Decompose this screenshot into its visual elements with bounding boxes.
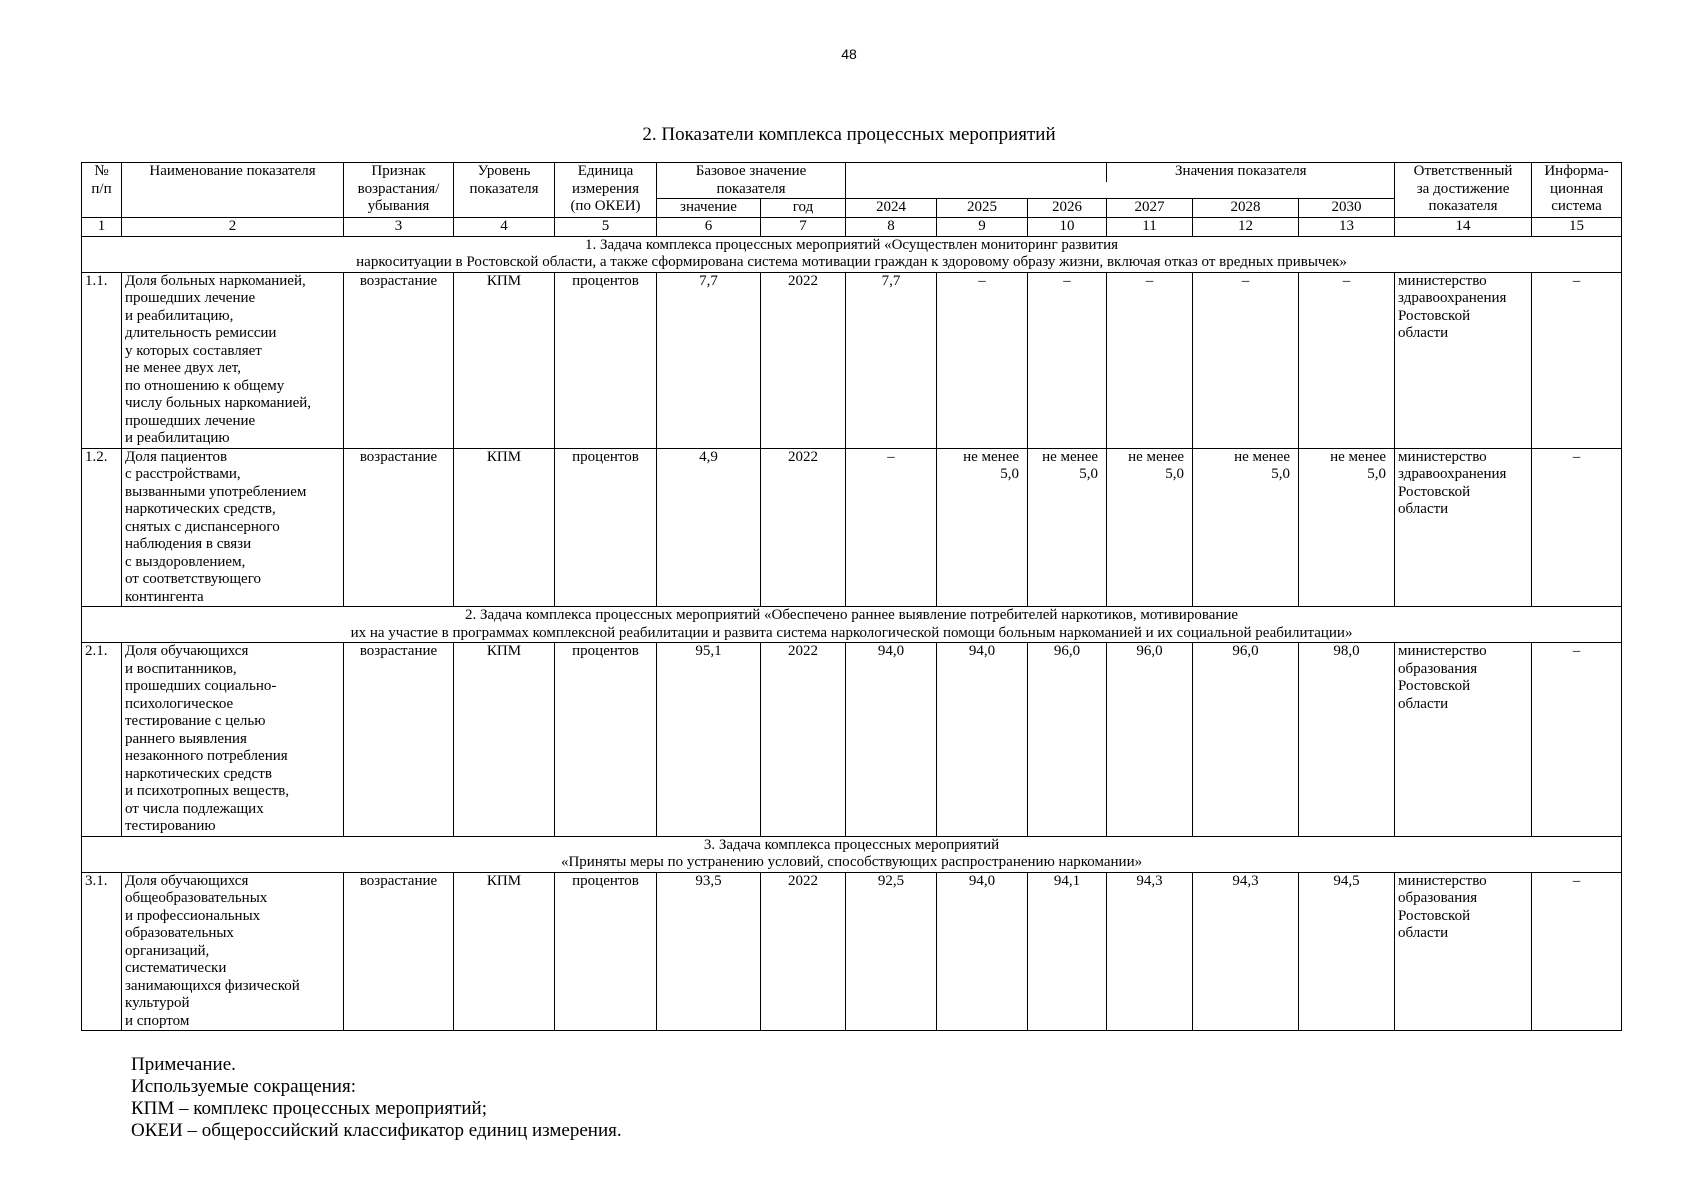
text-line: 5,0 (1079, 466, 1099, 482)
text-line: Признак (371, 163, 426, 179)
text-line: 7,7 (881, 272, 901, 289)
header-year: 2026 (1028, 199, 1107, 218)
year-value (846, 272, 937, 448)
column-number: 8 (846, 217, 937, 236)
text-line: и реабилитацию (125, 430, 230, 446)
header-base-value: значение (657, 199, 761, 218)
column-number: 7 (761, 217, 846, 236)
text-line: 94,3 (1232, 872, 1259, 889)
header-values-group: Значения показателя (1107, 163, 1395, 183)
table-row (82, 643, 1622, 837)
text-line: 3. Задача комплекса процессных мероприятий (703, 836, 1000, 853)
text-line: не менее (1330, 448, 1387, 465)
text-line: 96,0 (1053, 643, 1081, 659)
note-okei: ОКЕИ – общероссийский классификатор единиц измерения. (131, 1120, 622, 1141)
base-year: 2022 (761, 643, 846, 837)
table-body (82, 217, 1622, 1031)
info-system: – (1532, 272, 1622, 448)
text-line: психологическое (125, 695, 234, 712)
indicator-level: КПМ (454, 272, 555, 448)
header-year: 2027 (1107, 199, 1193, 218)
column-number: 12 (1193, 217, 1299, 236)
table-header (82, 163, 1622, 218)
text-line: раннего выявления (125, 730, 247, 747)
text-line: незаконного потребления (125, 748, 288, 764)
text-line: – (1063, 272, 1071, 289)
text-line: Доля обучающихся (125, 643, 249, 659)
indicator-unit: процентов (555, 272, 657, 448)
indicators-table (81, 162, 1622, 1031)
year-value (1107, 872, 1193, 1031)
text-line: с расстройствами, (125, 466, 241, 482)
text-line: от числа подлежащих (125, 800, 264, 817)
year-value (937, 272, 1028, 448)
text-line: 5,0 (1367, 466, 1387, 482)
indicator-sign: возрастание (344, 448, 454, 607)
year-value (846, 643, 937, 837)
page-number: 48 (841, 46, 857, 62)
text-line: Ростовской (1398, 307, 1471, 324)
header-year: 2030 (1299, 199, 1395, 218)
responsible (1395, 872, 1532, 1031)
text-line: у которых составляет (125, 342, 262, 359)
year-value (1299, 643, 1395, 837)
text-line: измерения (571, 180, 639, 197)
year-value (1299, 448, 1395, 607)
header-base (657, 163, 846, 199)
info-system: – (1532, 448, 1622, 607)
indicator-level: КПМ (454, 448, 555, 607)
indicator-name (122, 448, 344, 607)
text-line: с выздоровлением, (125, 553, 246, 570)
text-line: наркотических средств (125, 765, 272, 782)
indicator-unit: процентов (555, 643, 657, 837)
indicator-level: КПМ (454, 643, 555, 837)
text-line: 5,0 (1000, 466, 1020, 482)
task-heading-row (82, 236, 1622, 272)
indicator-unit: процентов (555, 872, 657, 1031)
text-line: Доля обучающихся (125, 872, 249, 889)
text-line: их на участие в программах комплексной реабилитации и развита система наркологической помощи больным наркоманией и их социальной реабилитации» (350, 624, 1353, 641)
base-value: 4,9 (657, 448, 761, 607)
text-line: и реабилитацию, (125, 307, 234, 324)
text-line: прошедших лечение (125, 412, 256, 429)
text-line: Ростовской (1398, 907, 1471, 924)
info-system: – (1532, 872, 1622, 1031)
text-line: систематически (125, 960, 227, 976)
year-value (846, 448, 937, 607)
text-line: 5,0 (1271, 466, 1291, 482)
text-line: 96,0 (1232, 643, 1259, 659)
note-kpm: КПМ – комплекс процессных мероприятий; (131, 1098, 487, 1119)
year-value (1107, 448, 1193, 607)
indicator-sign: возрастание (344, 272, 454, 448)
text-line: и профессиональных (125, 907, 261, 924)
text-line: Базовое значение (695, 163, 807, 179)
text-line: снятых с диспансерного (125, 518, 280, 535)
column-number: 3 (344, 217, 454, 236)
indicator-unit: процентов (555, 448, 657, 607)
year-value (1028, 272, 1107, 448)
text-line: министерство (1398, 872, 1487, 889)
text-line: убывания (367, 198, 430, 214)
indicator-sign: возрастание (344, 872, 454, 1031)
text-line: 98,0 (1333, 643, 1360, 659)
text-line: 94,1 (1053, 872, 1081, 889)
year-value (1028, 448, 1107, 607)
year-value (1028, 872, 1107, 1031)
text-line: показателя (716, 180, 786, 197)
row-number: 3.1. (82, 872, 122, 1031)
text-line: 1. Задача комплекса процессных мероприятий «Осуществлен мониторинг развития (585, 236, 1119, 253)
text-line: 94,0 (968, 643, 996, 659)
text-line: министерство (1398, 448, 1487, 465)
column-number: 14 (1395, 217, 1532, 236)
text-line: Доля пациентов (125, 448, 228, 465)
text-line: не менее (963, 448, 1020, 465)
text-line: наблюдения в связи (125, 536, 252, 552)
header-responsible (1395, 163, 1532, 218)
year-value (937, 872, 1028, 1031)
header-year: 2028 (1193, 199, 1299, 218)
text-line: 96,0 (1136, 643, 1163, 659)
text-line: министерство (1398, 272, 1487, 289)
row-number: 2.1. (82, 643, 122, 837)
text-line: контингента (125, 588, 204, 605)
text-line: тестирование с целью (125, 713, 266, 729)
text-line: наркотических средств, (125, 501, 276, 517)
column-number: 6 (657, 217, 761, 236)
column-number: 9 (937, 217, 1028, 236)
page-title: 2. Показатели комплекса процессных мероприятий (642, 124, 1056, 145)
indicator-level: КПМ (454, 872, 555, 1031)
text-line: – (1241, 272, 1250, 289)
text-line: не менее (1234, 448, 1291, 465)
text-line: п/п (91, 180, 112, 197)
text-line: здравоохранения (1398, 290, 1507, 306)
text-line: Ростовской (1398, 678, 1471, 694)
text-line: 92,5 (877, 872, 905, 889)
year-value (937, 448, 1028, 607)
indicator-name (122, 272, 344, 448)
text-line: прошедших лечение (125, 290, 256, 306)
year-value (1193, 872, 1299, 1031)
text-line: длительность ремиссии (125, 325, 277, 341)
text-line: ционная (1549, 180, 1604, 197)
text-line: и психотропных веществ, (125, 783, 290, 799)
header-values-spacer (846, 182, 1395, 199)
header-info (1532, 163, 1622, 218)
text-line: числу больных наркоманией, (125, 395, 312, 411)
text-line: образовательных (125, 925, 234, 941)
text-line: – (978, 272, 986, 289)
column-number: 2 (122, 217, 344, 236)
text-line: занимающихся физической (125, 977, 300, 994)
text-line: – (887, 448, 895, 465)
row-number: 1.1. (82, 272, 122, 448)
text-line: не менее двух лет, (125, 360, 241, 376)
text-line: показателя (469, 180, 539, 197)
text-line: Уровень (477, 163, 531, 179)
responsible (1395, 272, 1532, 448)
column-number: 5 (555, 217, 657, 236)
text-line: Информа- (1544, 163, 1609, 179)
indicator-sign: возрастание (344, 643, 454, 837)
task-heading-row (82, 836, 1622, 872)
year-value (1193, 448, 1299, 607)
text-line: тестированию (125, 818, 216, 834)
text-line: министерство (1398, 643, 1487, 659)
header-name: Наименование показателя (122, 163, 344, 218)
header-year: 2025 (937, 199, 1028, 218)
text-line: № (94, 163, 109, 179)
text-line: культурой (125, 995, 190, 1011)
base-year: 2022 (761, 272, 846, 448)
header-level (454, 163, 555, 218)
task-heading (82, 236, 1622, 272)
base-year: 2022 (761, 448, 846, 607)
text-line: образования (1398, 660, 1478, 677)
text-line: Ответственный (1413, 163, 1513, 179)
text-line: не менее (1042, 448, 1099, 465)
text-line: области (1398, 501, 1449, 517)
text-line: прошедших социально- (125, 678, 277, 694)
info-system: – (1532, 643, 1622, 837)
notes (131, 1054, 622, 1142)
text-line: области (1398, 695, 1449, 712)
year-value (846, 872, 937, 1031)
column-number: 10 (1028, 217, 1107, 236)
table-row (82, 872, 1622, 1031)
text-line: и воспитанников, (125, 660, 237, 677)
responsible (1395, 448, 1532, 607)
column-number: 4 (454, 217, 555, 236)
text-line: 94,5 (1333, 872, 1360, 889)
note-abbreviations: Используемые сокращения: (131, 1076, 356, 1097)
text-line: и спортом (125, 1012, 190, 1029)
year-value (937, 643, 1028, 837)
text-line: показателя (1428, 198, 1498, 214)
year-value (1193, 643, 1299, 837)
task-heading (82, 836, 1622, 872)
text-line: 2. Задача комплекса процессных мероприятий «Обеспечено раннее выявление потребителей наркотиков, мотивирование (464, 607, 1239, 623)
text-line: Ростовской (1398, 483, 1471, 500)
table-row (82, 272, 1622, 448)
column-numbers-row (82, 217, 1622, 236)
text-line: за достижение (1416, 180, 1510, 197)
text-line: возрастания/ (357, 180, 440, 197)
column-number: 15 (1532, 217, 1622, 236)
text-line: от соответствующего (125, 571, 261, 587)
note-heading: Примечание. (131, 1054, 236, 1075)
year-value (1299, 272, 1395, 448)
text-line: (по ОКЕИ) (570, 198, 641, 214)
header-sign (344, 163, 454, 218)
header-num (82, 163, 122, 218)
text-line: области (1398, 925, 1449, 941)
responsible (1395, 643, 1532, 837)
table-row (82, 448, 1622, 607)
task-heading (82, 607, 1622, 643)
text-line: общеобразовательных (125, 890, 268, 906)
header-year: 2024 (846, 199, 937, 218)
indicator-name (122, 643, 344, 837)
row-number: 1.2. (82, 448, 122, 607)
text-line: по отношению к общему (125, 377, 285, 394)
base-value: 95,1 (657, 643, 761, 837)
base-year: 2022 (761, 872, 846, 1031)
text-line: не менее (1128, 448, 1185, 465)
year-value (1028, 643, 1107, 837)
year-value (1107, 643, 1193, 837)
year-value (1299, 872, 1395, 1031)
text-line: здравоохранения (1398, 466, 1507, 482)
text-line: – (1145, 272, 1154, 289)
base-value: 93,5 (657, 872, 761, 1031)
header-unit (555, 163, 657, 218)
text-line: вызванными употреблением (125, 483, 307, 500)
text-line: наркоситуации в Ростовской области, а также сформирована система мотивации граждан к здоровому образу жизни, включая отказ от вредных привычек» (356, 254, 1347, 270)
text-line: образования (1398, 890, 1478, 906)
column-number: 11 (1107, 217, 1193, 236)
text-line: система (1551, 198, 1602, 214)
year-value (1193, 272, 1299, 448)
column-number: 13 (1299, 217, 1395, 236)
text-line: 94,0 (968, 872, 996, 889)
text-line: 94,0 (877, 643, 905, 659)
text-line: 94,3 (1136, 872, 1163, 889)
base-value: 7,7 (657, 272, 761, 448)
header-base-year: год (761, 199, 846, 218)
column-number: 1 (82, 217, 122, 236)
text-line: организаций, (125, 942, 210, 959)
text-line: 5,0 (1165, 466, 1185, 482)
header-values-blank (846, 163, 1107, 183)
task-heading-row (82, 607, 1622, 643)
text-line: «Приняты меры по устранению условий, способствующих распространению наркомании» (560, 854, 1143, 870)
text-line: Единица (577, 163, 634, 179)
text-line: – (1342, 272, 1351, 289)
indicator-name (122, 872, 344, 1031)
year-value (1107, 272, 1193, 448)
text-line: Доля больных наркоманией, (125, 272, 306, 289)
text-line: области (1398, 325, 1449, 341)
